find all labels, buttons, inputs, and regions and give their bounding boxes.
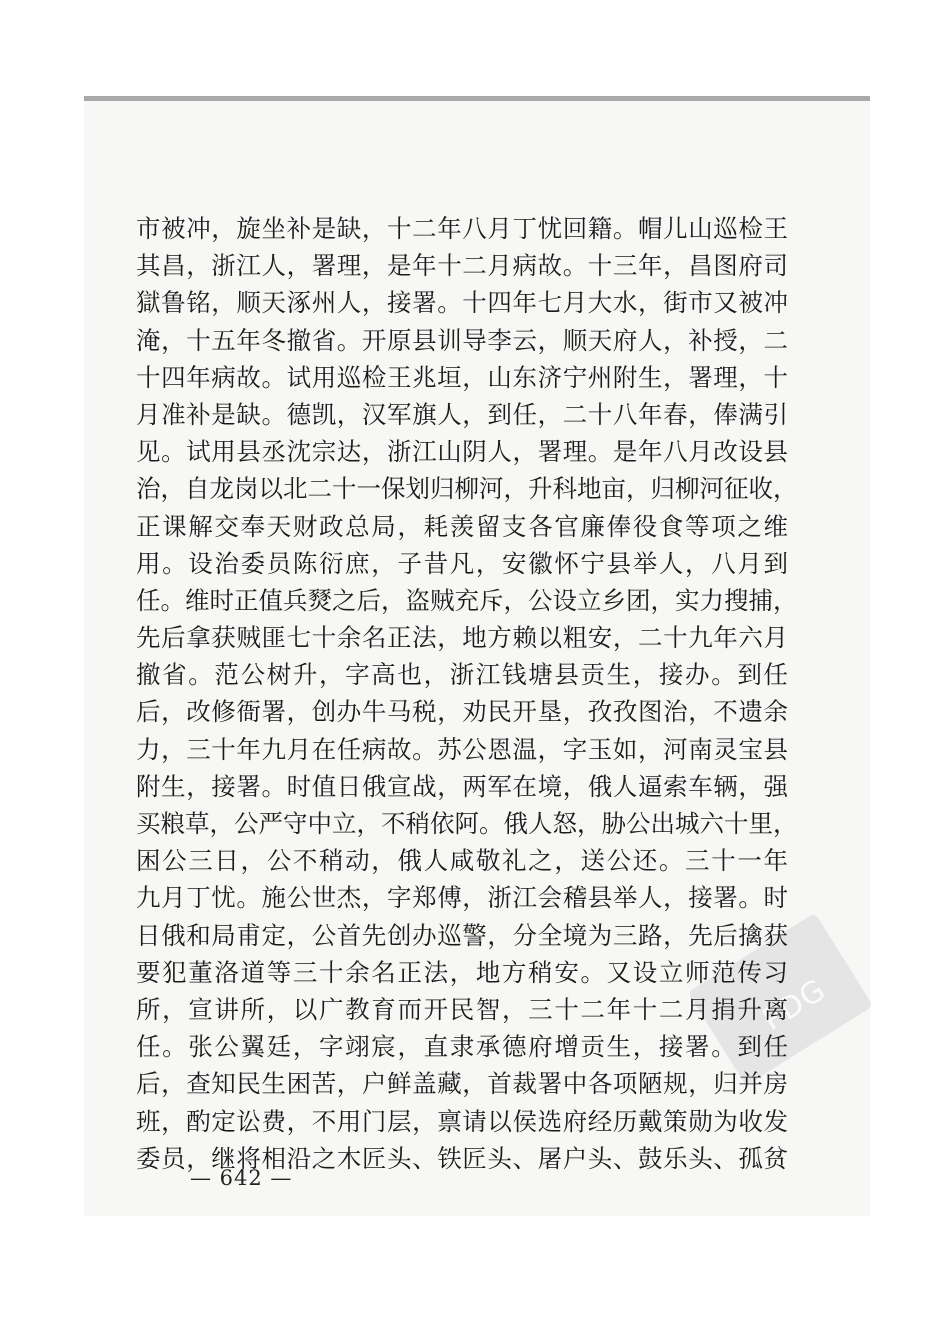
text-line: 治，自龙岗以北二十一保划归柳河，升科地亩，归柳河征收，: [136, 474, 798, 504]
text-line: 市被冲，旋坐补是缺，十二年八月丁忧回籍。帽儿山巡检王: [136, 214, 788, 243]
page-top-edge: [84, 96, 870, 101]
text-line: 先后拿获贼匪七十余名正法，地方赖以粗安，二十九年六月: [136, 623, 788, 653]
text-line: 买粮草，公严守中立，不稍依阿。俄人怒，胁公出城六十里，: [136, 809, 798, 838]
text-line: 用。设治委员陈衍庶，子昔凡，安徽怀宁县举人，八月到: [136, 548, 788, 578]
text-line: 正课解交奉天财政总局，耗羡留支各官廉俸役食等项之维: [136, 511, 788, 541]
text-line: 困公三日，公不稍动，俄人咸敬礼之，送公还。三十一年: [136, 846, 788, 876]
text-line: 要犯董洛道等三十余名正法，地方稍安。又设立师范传习: [136, 957, 788, 987]
text-line: 日俄和局甫定，公首先创办巡警，分全境为三路，先后擒获: [136, 920, 788, 950]
text-line: 所，宣讲所，以广教育而开民智，三十二年十二月捐升离: [136, 994, 788, 1024]
text-line: 其昌，浙江人，署理，是年十二月病故。十三年，昌图府司: [136, 251, 788, 281]
text-line: 任。张公翼廷，字翊宸，直隶承德府增贡生，接署。到任: [136, 1032, 788, 1062]
text-line: 后，改修衙署，创办牛马税，劝民开垦，孜孜图治，不遗余: [136, 697, 788, 727]
text-line: 十四年病故。试用巡检王兆垣，山东济宁州附生，署理，十: [136, 362, 788, 392]
text-line: 附生，接署。时值日俄宣战，两军在境，俄人逼索车辆，强: [136, 771, 788, 801]
text-line: 后，查知民生困苦，户鲜盖藏，首裁署中各项陋规，归并房: [136, 1069, 788, 1099]
text-line: 淹，十五年冬撤省。开原县训导李云，顺天府人，补授，二: [136, 325, 788, 355]
text-line: 月准补是缺。德凯，汉军旗人，到任，二十八年春，俸满引: [136, 399, 788, 429]
page-number: — 642 —: [190, 1166, 293, 1190]
text-line: 委员，继将相沿之木匠头、铁匠头、屠户头、鼓乐头、孤贫: [136, 1143, 788, 1173]
watermark-text: PDG: [756, 972, 833, 1038]
text-line: 班，酌定讼费，不用门层，禀请以侯选府经历戴策勋为收发: [136, 1106, 788, 1136]
text-line: 獄鲁铭，顺天涿州人，接署。十四年七月大水，街市又被冲: [136, 288, 788, 318]
text-line: 九月丁忧。施公世杰，字郑傅，浙江会稽县举人，接署。时: [136, 883, 788, 913]
text-line: 撤省。范公树升，字高也，浙江钱塘县贡生，接办。到任: [136, 660, 788, 690]
text-line: 见。试用县丞沈宗达，浙江山阴人，署理。是年八月改设县: [136, 437, 788, 467]
text-line: 力，三十年九月在任病故。苏公恩温，字玉如，河南灵宝县: [136, 734, 788, 764]
text-line: 任。维时正值兵燹之后，盗贼充斥，公设立乡团，实力搜捕，: [136, 585, 798, 615]
